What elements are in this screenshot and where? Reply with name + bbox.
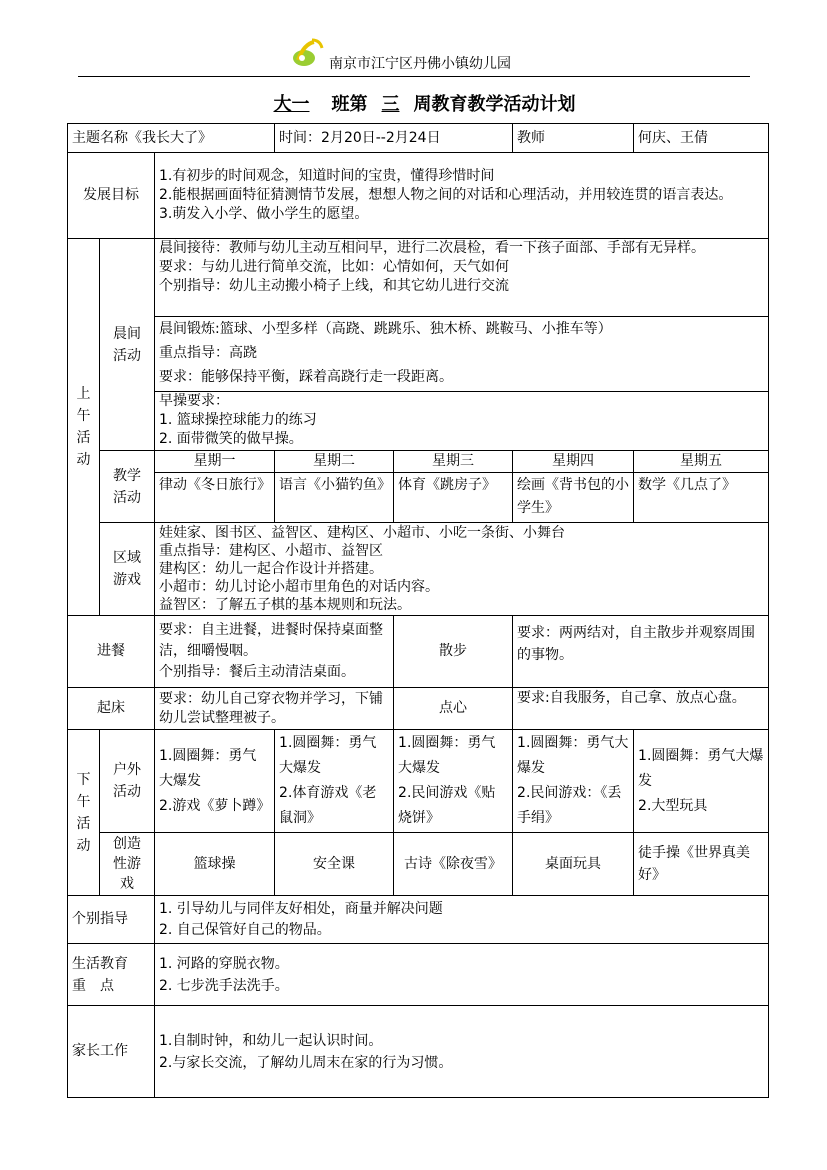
outdoor-tuesday (275, 730, 394, 833)
teacher-value: 何庆、王倩 (634, 124, 769, 153)
goal-item: 3.萌发入小学、做小学生的愿望。 (159, 206, 369, 222)
area-label: 区域 游戏 (100, 523, 155, 616)
creative-wednesday: 古诗《除夜雪》 (394, 833, 513, 896)
guidance-item: 2. 自己保管好自己的物品。 (159, 921, 331, 938)
time-cell: 时间：2月20日--2月24日 (275, 124, 513, 153)
wake-row (68, 688, 769, 730)
exercise-requirement: 要求：能够保持平衡，踩着高跷行走一段距离。 (159, 369, 453, 385)
morning-activity-label: 晨间 活动 (100, 239, 155, 451)
outdoor-item: 2.民间游戏：《丢手绢》 (517, 785, 622, 826)
wake-content: 要求：幼儿自己穿衣物并学习，下铺幼儿尝试整理被子。 (155, 688, 394, 730)
exercise-text: 晨间锻炼:篮球、小型多样（高跷、跳跳乐、独木桥、跳鞍马、小推车等） (159, 321, 612, 337)
weekday-wednesday: 星期三 (394, 451, 513, 473)
outdoor-item: 1.圆圈舞：勇气大爆发 (398, 735, 496, 776)
weekday-friday: 星期五 (634, 451, 769, 473)
reception-guidance: 个别指导：幼儿主动搬小椅子上线，和其它幼儿进行交流 (159, 278, 509, 294)
snack-content: 要求:自我服务，自己拿、放点心盘。 (513, 688, 769, 730)
drill-title: 早操要求： (159, 393, 229, 409)
teaching-friday: 数学《几点了》 (634, 473, 769, 523)
goal-item: 1.有初步的时间观念，知道时间的宝贵，懂得珍惜时间 (159, 168, 495, 184)
weekday-header-row (68, 451, 769, 473)
goals-content (155, 153, 769, 239)
life-content (155, 944, 769, 1006)
area-line: 小超市：幼儿讨论小超市里角色的对话内容。 (159, 579, 439, 595)
outdoor-friday (634, 730, 769, 833)
goals-label: 发展目标 (68, 153, 155, 239)
teaching-thursday: 绘画《背书包的小学生》 (513, 473, 634, 523)
goals-row (68, 153, 769, 239)
creative-thursday: 桌面玩具 (513, 833, 634, 896)
info-row (68, 124, 769, 153)
parents-label: 家长工作 (68, 1006, 155, 1098)
creative-label: 创造 性游 戏 (100, 833, 155, 896)
exercise-focus: 重点指导：高跷 (159, 345, 257, 361)
area-row (68, 523, 769, 616)
guidance-row (68, 896, 769, 944)
afternoon-section-label: 下 午 活 动 (68, 730, 100, 896)
page-header (78, 44, 750, 77)
creative-monday: 篮球操 (155, 833, 275, 896)
plan-table (67, 123, 769, 1098)
meal-label: 进餐 (68, 616, 155, 688)
life-label: 生活教育 重 点 (68, 944, 155, 1006)
outdoor-label: 户外 活动 (100, 730, 155, 833)
parents-row (68, 1006, 769, 1098)
outdoor-item: 1.圆圈舞：勇气大爆发 (159, 747, 257, 789)
parents-content (155, 1006, 769, 1098)
life-item: 2. 七步洗手法洗手。 (159, 977, 289, 994)
outdoor-item: 2.游戏《萝卜蹲》 (159, 797, 271, 814)
weekday-monday: 星期一 (155, 451, 275, 473)
parents-item: 2.与家长交流，了解幼儿周末在家的行为习惯。 (159, 1054, 453, 1071)
teaching-wednesday: 体育《跳房子》 (394, 473, 513, 523)
reception-requirement: 要求：与幼儿进行简单交流，比如：心情如何，天气如何 (159, 259, 509, 275)
weekday-tuesday: 星期二 (275, 451, 394, 473)
outdoor-item: 1.圆圈舞：勇气大爆发 (517, 735, 629, 776)
outdoor-thursday (513, 730, 634, 833)
school-logo-icon (290, 38, 326, 68)
teaching-tuesday: 语言《小猫钓鱼》 (275, 473, 394, 523)
drill-block (155, 392, 768, 450)
outdoor-item: 1.圆圈舞：勇气大爆发 (638, 747, 764, 789)
teaching-monday: 律动《冬日旅行》 (155, 473, 275, 523)
drill-item: 1. 篮球操控球能力的练习 (159, 412, 317, 428)
wake-label: 起床 (68, 688, 155, 730)
exercise-block (155, 317, 768, 392)
creative-row (68, 833, 769, 896)
school-name: 南京市江宁区丹佛小镇幼儿园 (329, 56, 511, 72)
area-line: 建构区：幼儿一起合作设计并搭建。 (159, 561, 383, 577)
area-line: 娃娃家、图书区、益智区、建构区、小超市、小吃一条街、小舞台 (159, 525, 565, 541)
morning-section-label: 上 午 活 动 (68, 239, 100, 616)
outdoor-monday (155, 730, 275, 833)
theme-cell: 主题名称《我长大了》 (68, 124, 275, 153)
teaching-label: 教学 活动 (100, 451, 155, 523)
meal-row (68, 616, 769, 688)
outdoor-row (68, 730, 769, 833)
morning-activity-row (68, 239, 769, 451)
weekday-thursday: 星期四 (513, 451, 634, 473)
outdoor-item: 2.大型玩具 (638, 797, 708, 814)
teaching-row (68, 473, 769, 523)
meal-requirement: 要求：自主进餐，进餐时保持桌面整洁，细嚼慢咽。 (159, 622, 383, 659)
morning-activity-content (155, 239, 769, 451)
creative-friday: 徒手操《世界真美好》 (634, 833, 769, 896)
meal-content (155, 616, 394, 688)
guidance-label: 个别指导 (68, 896, 155, 944)
drill-item: 2. 面带微笑的做早操。 (159, 431, 303, 447)
area-line: 益智区：了解五子棋的基本规则和玩法。 (159, 597, 411, 613)
area-content (155, 523, 769, 616)
walk-content: 要求：两两结对，自主散步并观察周围的事物。 (513, 616, 769, 688)
guidance-content (155, 896, 769, 944)
page-title: 大一 班第 三 周教育教学活动计划 (273, 94, 576, 115)
meal-guidance: 个别指导：餐后主动清洁桌面。 (159, 664, 355, 680)
teacher-label: 教师 (513, 124, 634, 153)
area-line: 重点指导：建构区、小超市、益智区 (159, 543, 383, 559)
outdoor-item: 2.民间游戏《贴烧饼》 (398, 785, 496, 826)
reception-text: 晨间接待：教师与幼儿主动互相问早，进行二次晨检，看一下孩子面部、手部有无异样。 (159, 240, 705, 256)
goal-item: 2.能根据画面特征猜测情节发展，想想人物之间的对话和心理活动，并用较连贯的语言表达。 (159, 187, 733, 203)
life-row (68, 944, 769, 1006)
outdoor-item: 1.圆圈舞：勇气大爆发 (279, 735, 377, 776)
snack-label: 点心 (394, 688, 513, 730)
reception-block (155, 239, 768, 317)
walk-label: 散步 (394, 616, 513, 688)
creative-tuesday: 安全课 (275, 833, 394, 896)
life-item: 1. 河路的穿脱衣物。 (159, 955, 289, 972)
parents-item: 1.自制时钟，和幼儿一起认识时间。 (159, 1032, 383, 1049)
outdoor-item: 2.体育游戏《老鼠洞》 (279, 785, 377, 826)
outdoor-wednesday (394, 730, 513, 833)
guidance-item: 1. 引导幼儿与同伴友好相处，商量并解决问题 (159, 900, 443, 917)
